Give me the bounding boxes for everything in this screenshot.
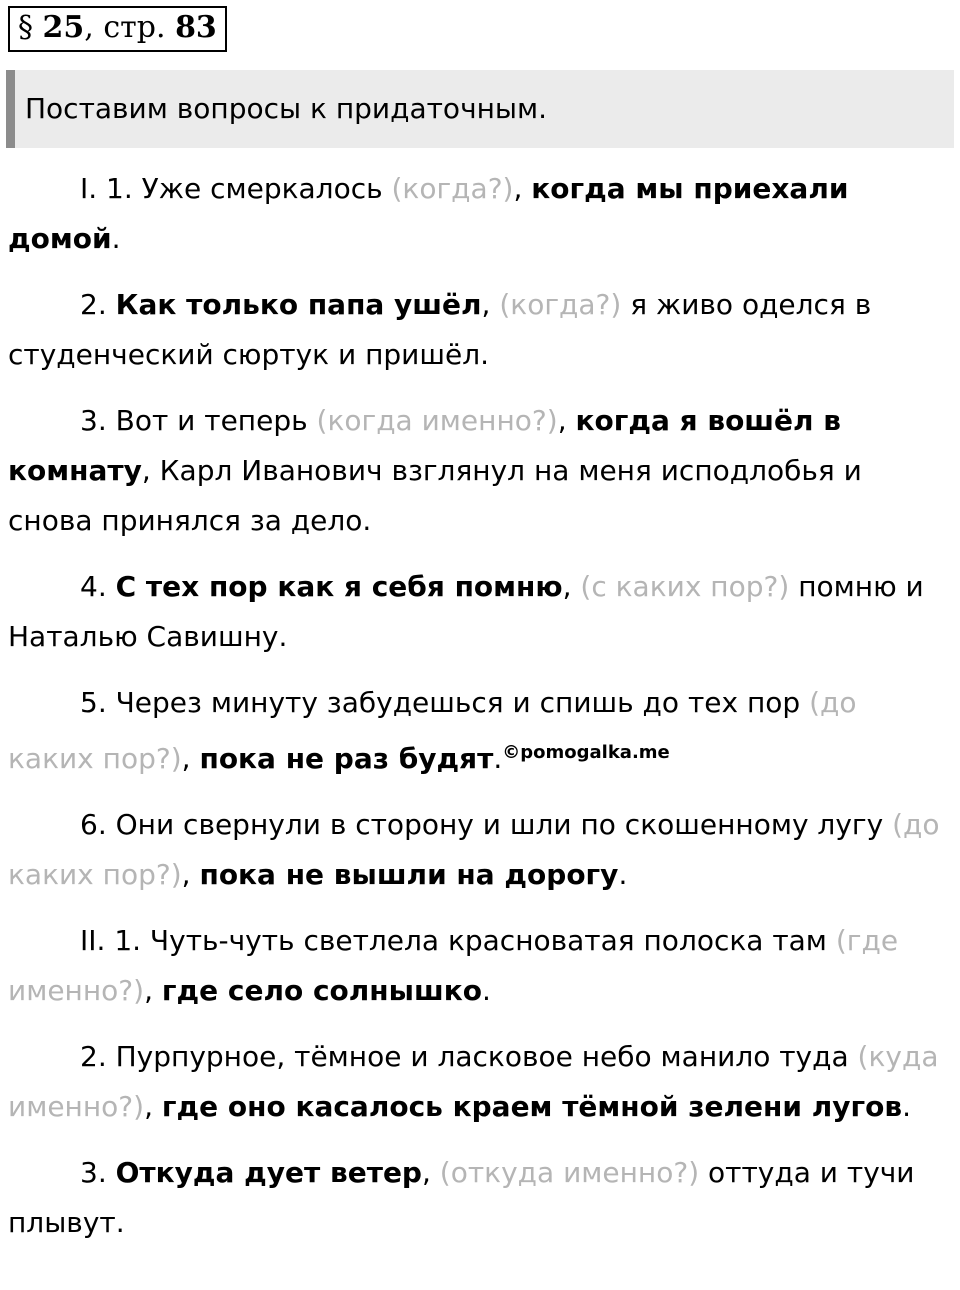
sentence-text: 6. Они свернули в сторону и шли по скошенному лугу (80, 808, 893, 841)
sentence-text: , (181, 742, 200, 775)
sentence-text: , (181, 858, 200, 891)
answer-paragraph-4 (8, 562, 944, 662)
sentence-text: . (481, 974, 491, 1007)
sentence-text: 4. (80, 570, 116, 603)
answer-paragraph-1 (8, 164, 944, 264)
sentence-text: , (562, 570, 581, 603)
sentence-text: , (481, 288, 500, 321)
clause-question: (где именно?) (8, 924, 899, 1007)
answer-paragraph-8 (8, 1032, 944, 1132)
sentence-text: II. 1. Чуть-чуть светлела красноватая полоска там (80, 924, 836, 957)
sentence-text: я живо оделся в студенческий сюртук и пришёл. (8, 288, 872, 371)
answer-content (8, 164, 944, 1264)
sentence-text: оттуда и тучи плывут. (8, 1156, 915, 1239)
subordinate-clause: где село солнышко (161, 974, 482, 1007)
clause-question: (до каких пор?) (8, 686, 857, 775)
clause-question: (с каких пор?) (580, 570, 790, 603)
sentence-text: помню и Наталью Савишну. (8, 570, 924, 653)
clause-question: (до каких пор?) (8, 808, 940, 891)
section-page-header (8, 6, 227, 52)
sentence-text: . (618, 858, 628, 891)
sentence-text: , (421, 1156, 440, 1189)
page-number: 83 (175, 10, 217, 45)
sentence-text: I. 1. Уже смеркалось (80, 172, 392, 205)
sentence-text: 5. Через минуту забудешься и спишь до тех пор (80, 686, 810, 719)
section-sign: § (18, 10, 33, 45)
sentence-text: . (902, 1090, 911, 1123)
intro-text: Поставим вопросы к придаточным. (25, 92, 548, 125)
clause-question: (откуда именно?) (439, 1156, 700, 1189)
answer-paragraph-6 (8, 800, 944, 900)
answer-paragraph-5 (8, 678, 944, 784)
answer-paragraph-7 (8, 916, 944, 1016)
subordinate-clause: С тех пор как я себя помню (115, 570, 563, 603)
subordinate-clause: где оно касалось краем тёмной зелени лугов (161, 1090, 903, 1123)
sentence-text: . (493, 742, 503, 775)
subordinate-clause: Как только папа ушёл (115, 288, 482, 321)
sentence-text: , (144, 1090, 162, 1123)
sentence-text: 2. (80, 288, 116, 321)
clause-question: (когда?) (499, 288, 622, 321)
sentence-text: , (557, 404, 576, 437)
sentence-text: 3. (80, 1156, 116, 1189)
sentence-text: 2. Пурпурное, тёмное и ласковое небо манило туда (80, 1040, 858, 1073)
subordinate-clause: Откуда дует ветер (115, 1156, 422, 1189)
section-number: 25 (42, 10, 85, 45)
subordinate-clause: когда я вошёл в комнату (8, 404, 842, 487)
clause-question: (когда?) (391, 172, 514, 205)
clause-question: (когда именно?) (316, 404, 558, 437)
subordinate-clause: пока не раз будят (199, 742, 494, 775)
page-label: , стр. (84, 10, 166, 45)
sentence-text: , (144, 974, 162, 1007)
answer-paragraph-9 (8, 1148, 944, 1248)
sentence-text: , Карл Иванович взглянул на меня исподлобья и снова принялся за дело. (8, 454, 862, 537)
subordinate-clause: когда мы приехали домой (8, 172, 849, 255)
intro-callout (6, 70, 954, 148)
watermark: ©pomogalka.me (502, 742, 670, 763)
clause-question: (куда именно?) (8, 1040, 939, 1123)
sentence-text: , (513, 172, 532, 205)
answer-paragraph-2 (8, 280, 944, 380)
answer-paragraph-3 (8, 396, 944, 546)
sentence-text: 3. Вот и теперь (80, 404, 317, 437)
sentence-text: . (111, 222, 121, 255)
subordinate-clause: пока не вышли на дорогу (199, 858, 619, 891)
